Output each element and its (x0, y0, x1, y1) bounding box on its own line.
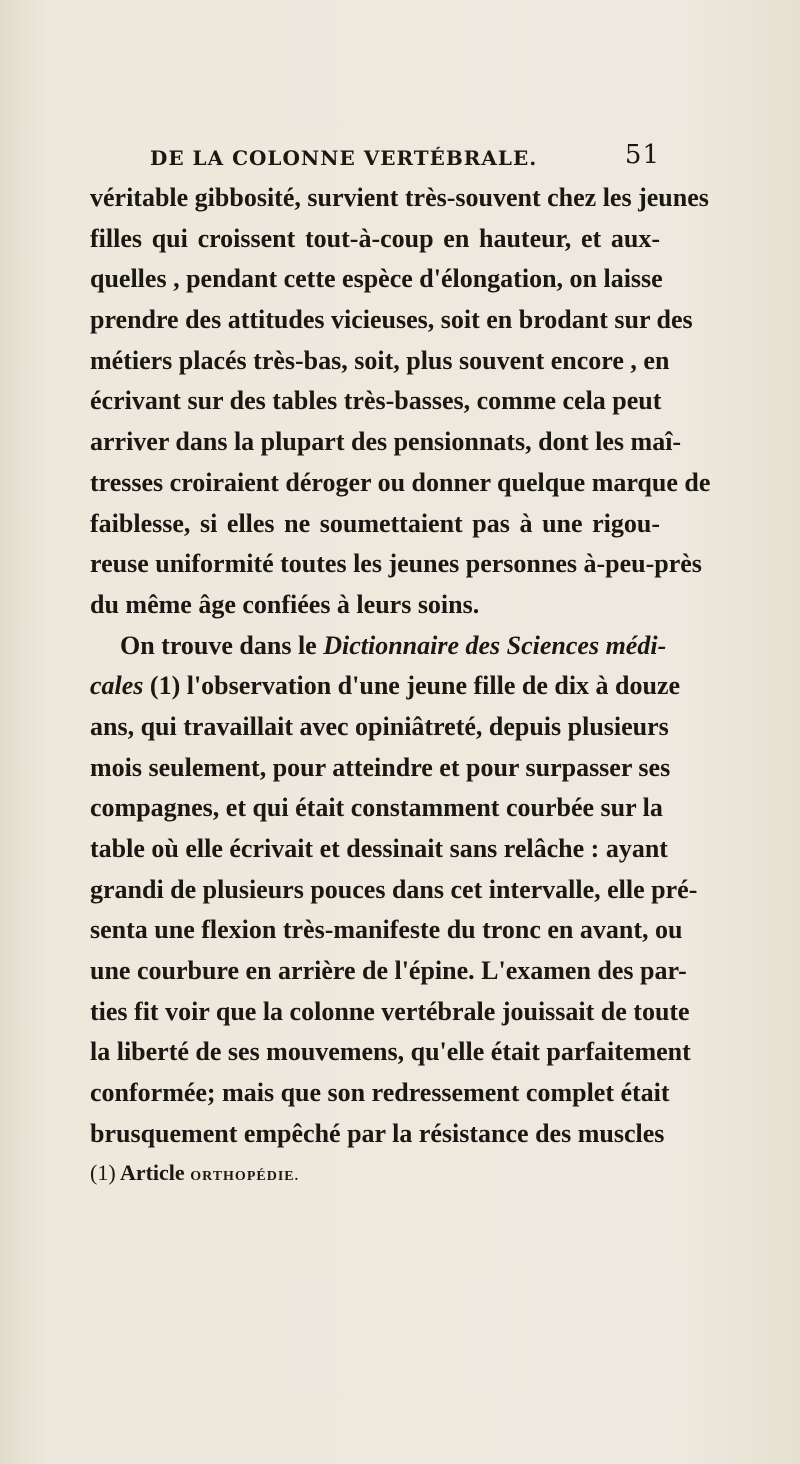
text-line: brusquement empêché par la résistance des muscles (90, 1118, 665, 1148)
text-line: métiers placés très-bas, soit, plus souvent encore , en (90, 345, 670, 375)
text-run: On trouve dans le (120, 630, 324, 660)
footnote-text: Article (119, 1160, 185, 1185)
footnote (90, 1160, 660, 1186)
text-line (90, 626, 667, 667)
text-line: grandi de plusieurs pouces dans cet intervalle, elle pré- (90, 874, 698, 904)
running-title: DE LA COLONNE VERTÉBRALE. (150, 146, 538, 170)
text-line: faiblesse, si elles ne soumettaient pas à une rigou- (90, 508, 660, 538)
text-line: arriver dans la plupart des pensionnats, dont les maî- (90, 427, 682, 457)
footnote-mark: (1) (90, 1160, 116, 1185)
book-title-italic: Dictionnaire des Sciences médi- (323, 630, 667, 660)
text-line: écrivant sur des tables très-basses, comme cela peut (90, 386, 662, 416)
page-header (150, 140, 660, 174)
text-line: compagnes, et qui était constamment courbée sur la (90, 793, 663, 823)
text-line: senta une flexion très-manifeste du tronc en avant, ou (90, 915, 683, 945)
body-text (90, 178, 711, 1155)
text-line: du même âge confiées à leurs soins. (90, 589, 480, 619)
text-line: prendre des attitudes vicieuses, soit en brodant sur des (90, 305, 693, 335)
text-line: tresses croiraient déroger ou donner quelque marque de (90, 467, 711, 497)
paragraph-1 (90, 178, 711, 626)
book-title-italic: cales (90, 671, 144, 701)
text-line: mois seulement, pour atteindre et pour surpasser ses (90, 752, 671, 782)
text-line: table où elle écrivait et dessinait sans relâche : ayant (90, 834, 668, 863)
page-number: 51 (624, 140, 660, 170)
text-line: conformée; mais que son redressement complet était (90, 1078, 670, 1108)
text-line: la liberté de ses mouvemens, qu'elle était parfaitement (90, 1037, 691, 1067)
text-line: ans, qui travaillait avec opiniâtreté, depuis plusieurs (90, 711, 669, 741)
text-line: véritable gibbosité, survient très-souvent chez les jeunes (90, 183, 709, 212)
paragraph-2 (90, 626, 698, 1155)
text-line: quelles , pendant cette espèce d'élongation, on laisse (90, 264, 663, 294)
text-line: une courbure en arrière de l'épine. L'examen des par- (90, 956, 687, 986)
footnote-reference: ORTHOPÉDIE. (190, 1169, 300, 1184)
text-line: reuse uniformité toutes les jeunes personnes à-peu-près (90, 549, 702, 579)
text-line: filles qui croissent tout-à-coup en hauteur, et aux- (90, 223, 660, 253)
text-run: (1) l'observation d'une jeune fille de dix à douze (143, 671, 681, 701)
text-line (90, 666, 681, 707)
text-line: ties fit voir que la colonne vertébrale jouissait de toute (90, 996, 690, 1026)
